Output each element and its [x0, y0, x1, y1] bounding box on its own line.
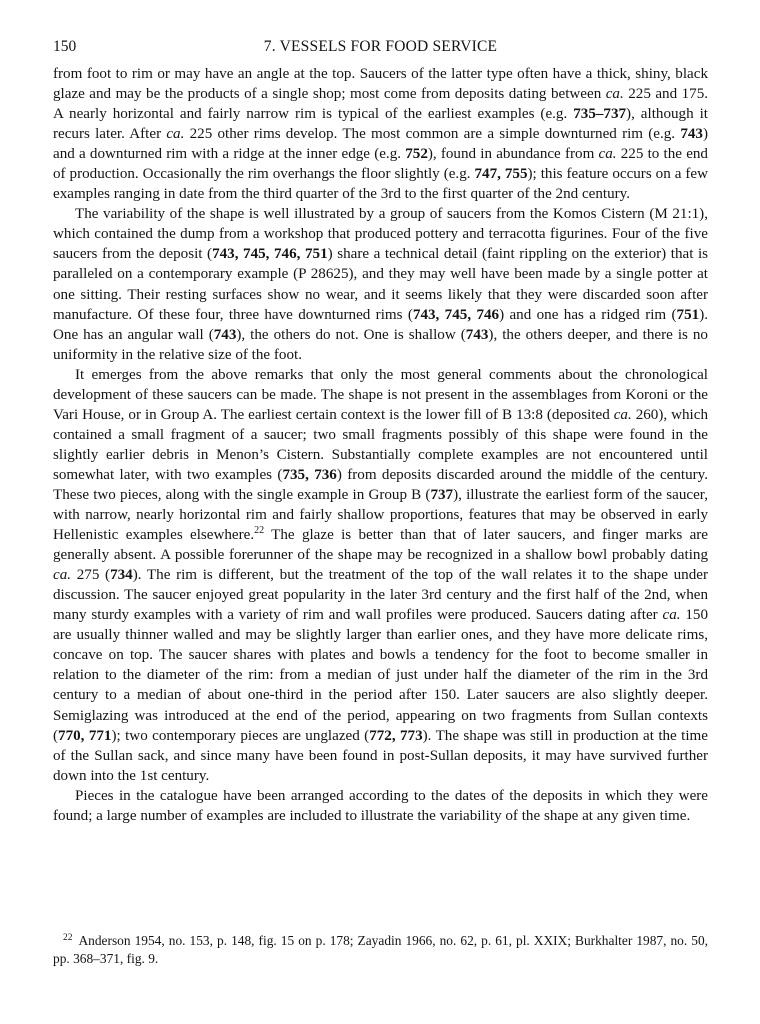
paragraph-2: [53, 204, 708, 364]
text-run: 225 to the end of production. Occasionally the rim overhangs the floor slightly (e.g.: [53, 146, 708, 183]
text-run: ), the others do not. One is shallow (: [236, 326, 466, 343]
catalogue-number: 743: [213, 326, 237, 343]
footnote-marker: 22: [63, 932, 73, 943]
catalogue-number: 752: [405, 146, 428, 163]
text-run: ) from deposits discarded around the middle of the century. These two pieces, along with the single example in Group B (: [53, 466, 708, 503]
catalogue-number: 770, 771: [58, 727, 112, 744]
catalogue-number: 737: [430, 486, 454, 503]
text-run: ). One has an angular wall (: [53, 306, 708, 343]
catalogue-number: 751: [676, 306, 700, 323]
paragraph-4: [53, 786, 708, 826]
text-run: The variability of the shape is well illustrated by a group of saucers from the Komos Cistern (M 21:1), which contained the dump from a workshop that produced pottery and terracotta figurines. Four of the five saucers from the deposit (: [53, 206, 708, 263]
catalogue-number: 743, 745, 746: [412, 306, 500, 323]
catalogue-number: 734: [110, 567, 133, 584]
catalogue-number: 735–737: [573, 106, 627, 123]
paragraph-1: [53, 64, 708, 204]
text-run: It emerges from the above remarks that only the most general comments about the chronological development of these saucers can be made. The shape is not present in the assemblages from Koroni or the Vari House, or in Group A. The earliest certain context is the lower fill of B 13:8 (deposited: [53, 366, 708, 423]
italic-term: ca.: [166, 126, 185, 143]
text-run: ) and a downturned rim with a ridge at the inner edge (e.g.: [53, 126, 708, 163]
text-run: 275 (: [71, 567, 111, 584]
catalogue-number: 747, 755: [474, 166, 528, 183]
text-run: 225 and 175. A nearly horizontal and fairly narrow rim is typical of the earliest examples (e.g.: [53, 86, 709, 123]
text-run: ), illustrate the earliest form of the saucer, with narrow, nearly horizontal rim and fairly shallow proportions, features that may be observed in early Hellenistic examples elsewhere.: [53, 486, 708, 544]
page: [53, 38, 708, 826]
text-run: ); this feature occurs on a few examples ranging in date from the third quarter of the 3rd to the first quarter of the 2nd century.: [53, 166, 709, 203]
italic-term: ca.: [53, 567, 72, 584]
text-run: ), found in abundance from: [427, 146, 599, 163]
catalogue-number: 772, 773: [369, 727, 423, 744]
text-run: ); two contemporary pieces are unglazed (: [111, 727, 370, 744]
text-run: ), although it recurs later. After: [53, 106, 708, 143]
paragraph-3: [53, 365, 708, 786]
text-run: ) share a technical detail (faint rippling on the exterior) that is paralleled on a contemporary example (P 28625), and they may well have been made by a single potter at one sitting. Their resting surfaces show no wear, and it seems likely that they were discarded soon after manufacture. Of these four, three have downturned rims (: [53, 246, 709, 323]
text-run: ). The shape was still in production at the time of the Sullan sack, and since many have been found in post-Sullan deposits, it may have survived further down into the 1st century.: [53, 727, 708, 784]
footnote-reference: 22: [254, 525, 265, 537]
italic-term: ca.: [605, 86, 624, 103]
italic-term: ca.: [662, 607, 681, 624]
footnote-text: Anderson 1954, no. 153, p. 148, fig. 15 on p. 178; Zayadin 1966, no. 62, p. 61, pl. XXIX; Burkhalter 1987, no. 50, pp. 368–371, fig. 9.: [53, 933, 708, 966]
text-run: from foot to rim or may have an angle at the top. Saucers of the latter type often have a thick, shiny, black glaze and may be the products of a single shop; most come from deposits dating between: [53, 66, 708, 103]
catalogue-number: 743: [465, 326, 489, 343]
footnote: [53, 932, 708, 968]
text-run: ). The rim is different, but the treatment of the top of the wall relates it to the shape under discussion. The saucer enjoyed great popularity in the later 3rd century and the first half of the 2nd, when many sturdy examples with a variety of rim and wall profiles were produced. Saucers dating after: [53, 567, 708, 624]
catalogue-number: 743: [680, 126, 703, 143]
italic-term: ca.: [598, 146, 617, 163]
text-run: 260), which contained a small fragment of a saucer; two small fragments possibly of this shape were found in the slightly earlier debris in Menon’s Cistern. Substantially complete examples are not encountered until somewhat later, with two examples (: [53, 406, 708, 483]
text-run: 150 are usually thinner walled and may be slightly larger than earlier ones, and they have more delicate rims, concave on top. The saucer shares with plates and bowls a tendency for the foot to become smaller in relation to the diameter of the rim: from a median of just under half the diameter of the rim in the 3rd century to a median of about one-third in the period after 150. Later saucers are also slightly deeper. Semiglazing was introduced at the end of the period, appearing on two fragments from Sullan contexts (: [53, 607, 708, 744]
text-run: Pieces in the catalogue have been arranged according to the dates of the deposits in which they were found; a large number of examples are included to illustrate the variability of the shape at any given time.: [53, 787, 708, 824]
body-text: [53, 64, 708, 826]
catalogue-number: 743, 745, 746, 751: [212, 246, 328, 263]
text-run: The glaze is better than that of later saucers, and finger marks are generally absent. A possible forerunner of the shape may be recognized in a shallow bowl probably dating: [53, 527, 708, 564]
catalogue-number: 735, 736: [282, 466, 337, 483]
italic-term: ca.: [613, 406, 632, 423]
page-header: [53, 38, 708, 64]
text-run: 225 other rims develop. The most common are a simple downturned rim (e.g.: [184, 126, 681, 143]
text-run: ) and one has a ridged rim (: [499, 306, 677, 323]
text-run: ), the others deeper, and there is no uniformity in the relative size of the foot.: [53, 326, 708, 363]
running-head: 7. VESSELS FOR FOOD SERVICE: [263, 38, 498, 55]
page-number: 150: [53, 38, 77, 55]
